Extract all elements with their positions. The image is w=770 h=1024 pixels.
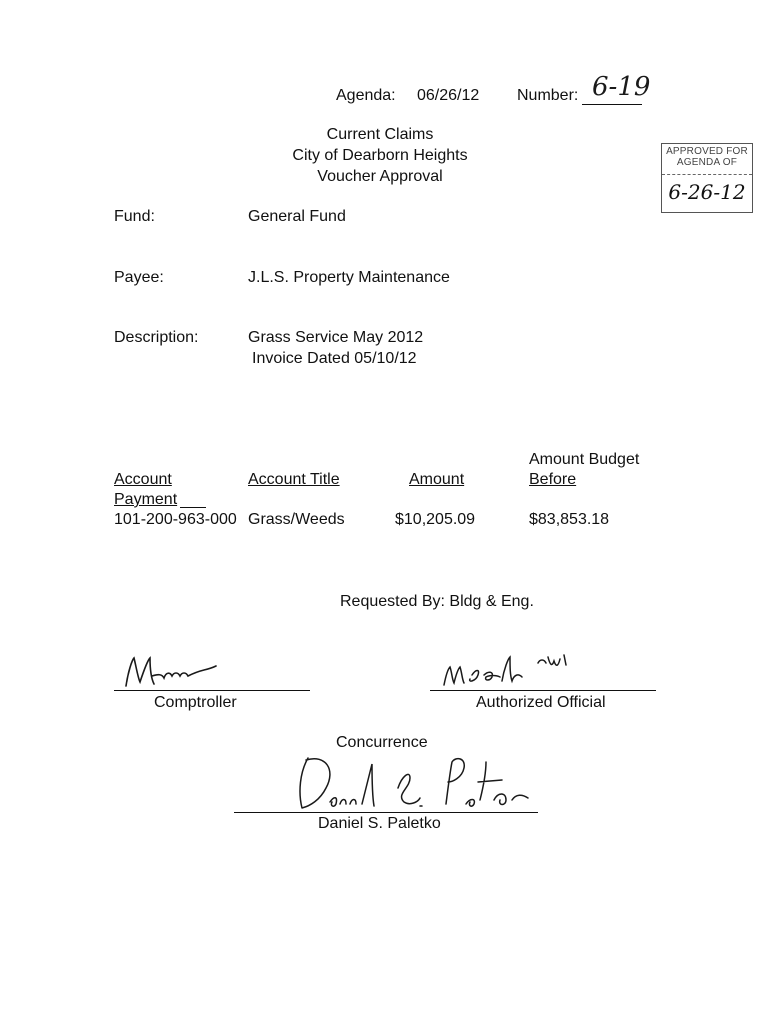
row-budget-before: $83,853.18 bbox=[529, 511, 610, 528]
concurrence-label: Concurrence bbox=[336, 734, 428, 751]
stamp-line-1: APPROVED FOR bbox=[666, 146, 748, 157]
title-line-3: Voucher Approval bbox=[317, 168, 443, 185]
fund-value: General Fund bbox=[248, 208, 346, 225]
col-amount: Amount bbox=[409, 471, 465, 488]
description-line-1: Grass Service May 2012 bbox=[248, 329, 424, 346]
stamp-divider bbox=[662, 174, 752, 175]
approval-stamp bbox=[661, 143, 753, 213]
col-account: Account bbox=[114, 471, 172, 488]
agenda-label: Agenda: bbox=[336, 87, 396, 104]
paletko-name: Daniel S. Paletko bbox=[318, 815, 441, 832]
description-line-2: Invoice Dated 05/10/12 bbox=[252, 350, 417, 367]
row-account-title: Grass/Weeds bbox=[248, 511, 345, 528]
stamp-date-handwritten: 6-26-12 bbox=[668, 180, 746, 204]
payee-label: Payee: bbox=[114, 269, 164, 286]
title-line-2: City of Dearborn Heights bbox=[292, 147, 468, 164]
concurrence-signature bbox=[280, 748, 540, 816]
comptroller-line bbox=[114, 690, 310, 691]
authorized-official-signature bbox=[438, 645, 578, 691]
number-underline bbox=[582, 104, 642, 105]
row-account: 101-200-963-000 bbox=[114, 511, 237, 528]
authorized-official-line bbox=[430, 690, 656, 691]
stamp-line-2: AGENDA OF bbox=[676, 157, 738, 168]
payment-underline-ext bbox=[180, 507, 206, 508]
comptroller-signature bbox=[118, 652, 228, 692]
number-handwritten: 6-19 bbox=[592, 72, 651, 102]
authorized-official-label: Authorized Official bbox=[476, 694, 606, 711]
agenda-date: 06/26/12 bbox=[417, 87, 480, 104]
description-label: Description: bbox=[114, 329, 199, 346]
col-account-title: Account Title bbox=[248, 471, 340, 488]
title-line-1: Current Claims bbox=[326, 126, 434, 143]
col-budget-line-1: Amount Budget bbox=[529, 451, 640, 468]
col-budget-line-2: Before bbox=[529, 471, 577, 488]
payee-value: J.L.S. Property Maintenance bbox=[248, 269, 450, 286]
fund-label: Fund: bbox=[114, 208, 155, 225]
number-label: Number: bbox=[517, 87, 579, 104]
row-amount: $10,205.09 bbox=[395, 511, 476, 528]
requested-by: Requested By: Bldg & Eng. bbox=[340, 593, 534, 610]
comptroller-label: Comptroller bbox=[154, 694, 237, 711]
concurrence-line bbox=[234, 812, 538, 813]
col-payment: Payment bbox=[114, 491, 178, 508]
